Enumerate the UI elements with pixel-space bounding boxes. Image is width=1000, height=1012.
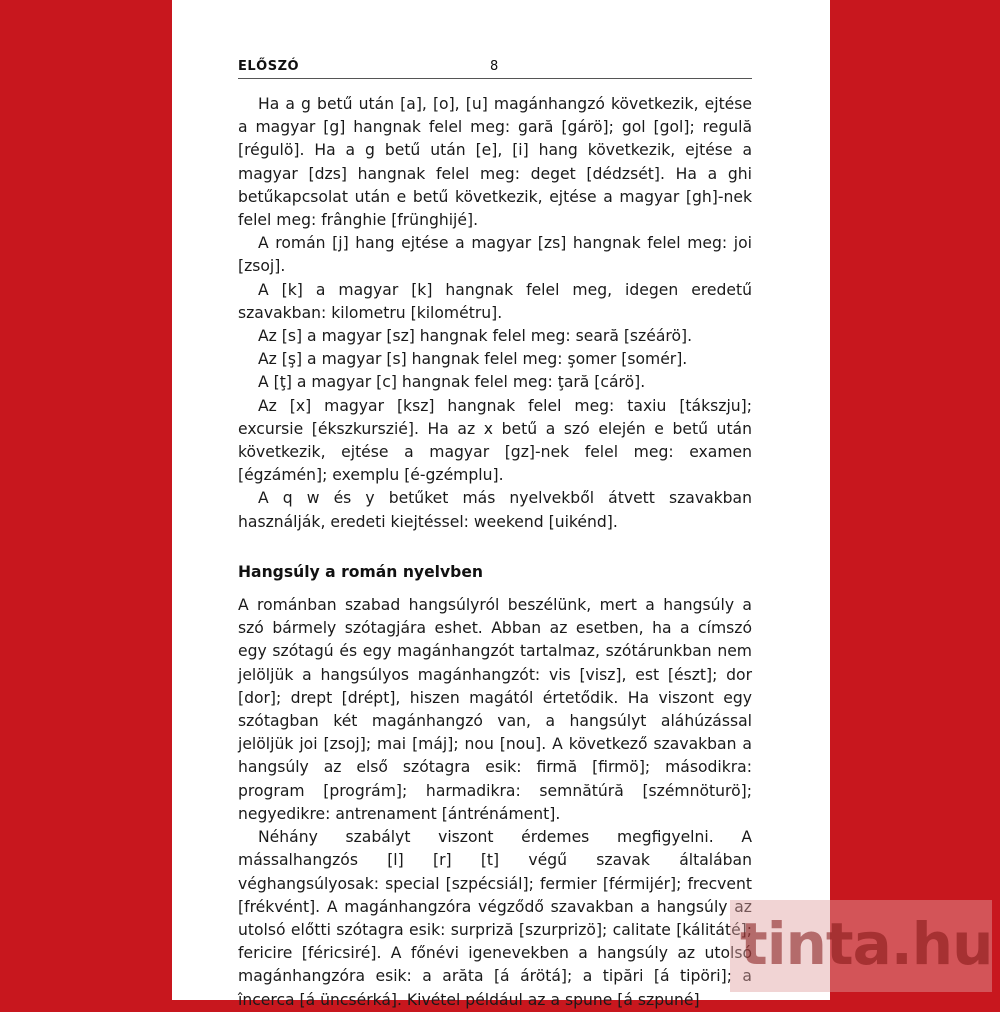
watermark-text: tinta.hu (740, 910, 993, 978)
paragraph-x-letter: Az [x] magyar [ksz] hangnak felel meg: taxiu [tákszju]; excursie [ékszkurszié]. Ha az x betű a szó elején e betű után következik, ejtése a magyar [gz]-nek felel meg: examen [égzámén]; exemplu [é-gzémplu]. (238, 396, 752, 485)
paragraph-g-letter: Ha a g betű után [a], [o], [u] magánhangzó következik, ejtése a magyar [g] hangnak felel meg: gară [gárö]; gol [gol]; regulă [régulö]. Ha a g betű után [e], [i] hang következik, ejtése a magyar [dzs] hangnak felel meg: deget [dédzsét]. Ha a ghi betűkapcsolat után e betű következik, ejtése a magyar [gh]-nek felel meg: frânghie [frünghijé]. (238, 95, 752, 230)
paragraph-stress-intro: A románban szabad hangsúlyról beszélünk, mert a hangsúly a szó bármely szótagjára eshet. Abban az esetben, ha a címszó egy szótagú és egy magánhangzót tartalmaz, szótárunkban nem jelöljük a hangsúlyos magánhangzót: vis [visz], est [észt]; dor [dor]; drept [drépt], hiszen magától értetődik. Ha viszont egy szótagban két magánhangzó van, a hangsúlyt aláhúzással jelöljük joi [zsoj]; mai [máj]; nou [nou]. A következő szavakban a hangsúly az első szótagra esik: firmă [firmö]; másodikra: program [prográm]; harmadikra: semnătúră [szémnöturö]; negyedikre: antrenament [ántrénáment]. (238, 596, 752, 823)
section-name: ELŐSZÓ (238, 59, 300, 74)
running-head (238, 54, 752, 79)
paragraph-k-letter: A [k] a magyar [k] hangnak felel meg, idegen eredetű szavakban: kilometru [kilométru]. (238, 280, 752, 322)
paragraph-t-cedilla-letter: A [ţ] a magyar [c] hangnak felel meg: ţară [cárö]. (258, 373, 646, 392)
book-page (172, 0, 830, 1009)
paragraph-qwy-letters: A q w és y betűket más nyelvekből átvett szavakban használják, eredeti kiejtéssel: weekend [uikénd]. (238, 489, 752, 531)
paragraph-s-cedilla-letter: Az [ş] a magyar [s] hangnak felel meg: şomer [somér]. (258, 350, 688, 369)
paragraph-s-letter: Az [s] a magyar [sz] hangnak felel meg: seară [széárö]. (258, 327, 693, 346)
section-heading: Hangsúly a román nyelvben (238, 562, 484, 581)
paragraph-j-letter: A román [j] hang ejtése a magyar [zs] hangnak felel meg: joi [zsoj]. (238, 234, 752, 276)
paragraph-stress-rules: Néhány szabályt viszont érdemes megfigyelni. A mássalhangzós [l] [r] [t] végű szavak általában véghangsúlyosak: special [szpécsiál]; fermier [férmijér]; frecvent [frékvént]. A magánhangzóra végződő szavakban a hangsúly az utolsó előtti szótagra esik: surpriză [szurprizö]; calitate [kálitáté]; fericire [féricsiré]. A főnévi igenevekben a hangsúly az utolsó magánhangzóra esik: a arăta [á árötá]; a tipări [á tipöri]; a încerca [á üncsérká]. Kivétel például az a spune [á szpuné] (238, 828, 752, 1009)
page-number: 8 (490, 59, 499, 74)
body-text (238, 93, 752, 1012)
watermark-logo (730, 900, 992, 992)
